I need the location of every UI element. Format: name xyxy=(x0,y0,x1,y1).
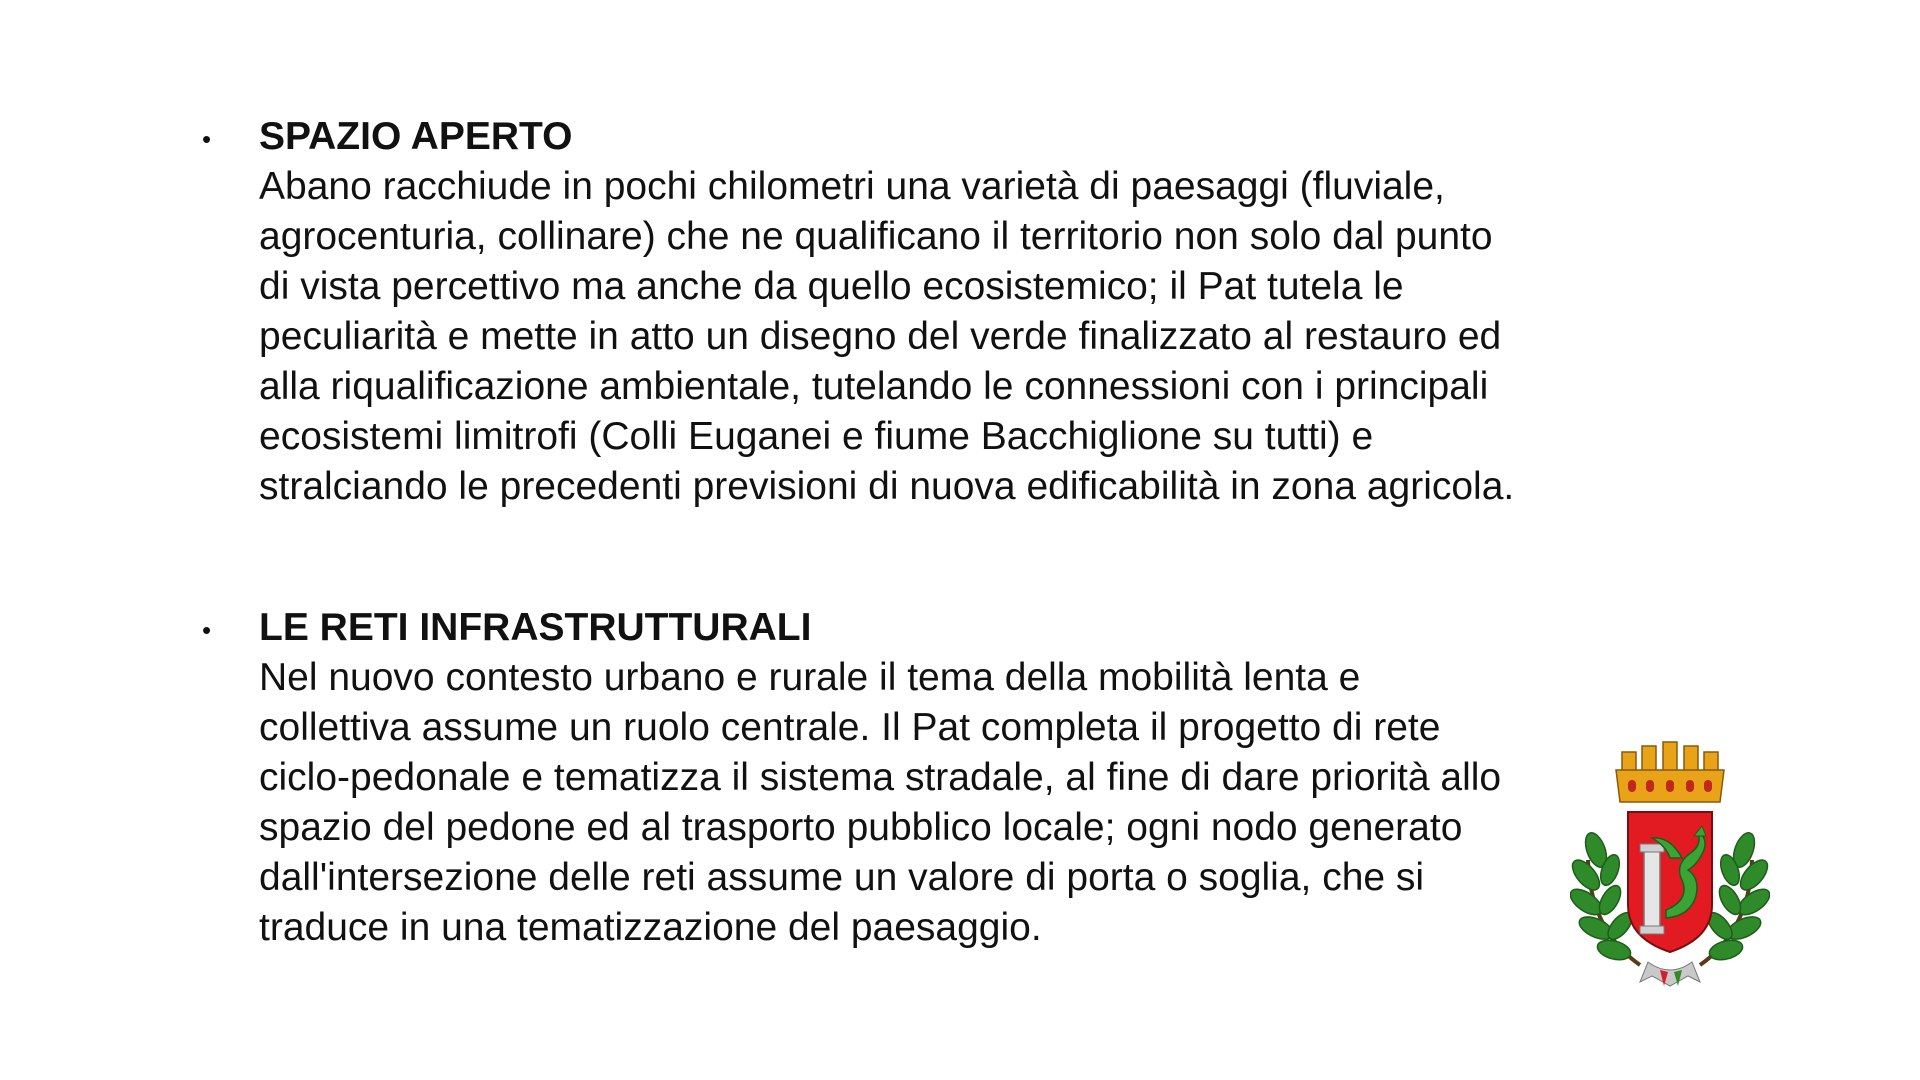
bullet-content xyxy=(259,603,1659,953)
municipal-coat-of-arms-icon xyxy=(1570,740,1770,990)
paragraph-line: stralciando le precedenti previsioni di nuova edificabilità in zona agricola. xyxy=(259,465,1515,508)
bullet-content xyxy=(259,112,1659,512)
paragraph-line: alla riqualificazione ambientale, tutelando le connessioni con i principali xyxy=(259,365,1489,408)
paragraph-line: ciclo-pedonale e tematizza il sistema stradale, al fine di dare priorità allo xyxy=(259,756,1502,799)
bullet-icon: • xyxy=(202,615,212,645)
paragraph-line: di vista percettivo ma anche da quello ecosistemico; il Pat tutela le xyxy=(259,265,1404,308)
paragraph-line: traduce in una tematizzazione del paesaggio. xyxy=(259,906,1042,949)
section-heading: LE RETI INFRASTRUTTURALI xyxy=(259,606,812,649)
paragraph-line: collettiva assume un ruolo centrale. Il Pat completa il progetto di rete xyxy=(259,706,1441,749)
bullet-icon: • xyxy=(202,124,212,154)
paragraph-line: ecosistemi limitrofi (Colli Euganei e fiume Bacchiglione su tutti) e xyxy=(259,415,1374,458)
paragraph-line: peculiarità e mette in atto un disegno del verde finalizzato al restauro ed xyxy=(259,315,1502,358)
paragraph-line: spazio del pedone ed al trasporto pubblico locale; ogni nodo generato xyxy=(259,806,1463,849)
paragraph-line: Nel nuovo contesto urbano e rurale il tema della mobilità lenta e xyxy=(259,656,1361,699)
paragraph-line: Abano racchiude in pochi chilometri una varietà di paesaggi (fluviale, xyxy=(259,165,1445,208)
section-heading: SPAZIO APERTO xyxy=(259,115,573,158)
paragraph-line: agrocenturia, collinare) che ne qualificano il territorio non solo dal punto xyxy=(259,215,1493,258)
paragraph-line: dall'intersezione delle reti assume un valore di porta o soglia, che si xyxy=(259,856,1425,899)
